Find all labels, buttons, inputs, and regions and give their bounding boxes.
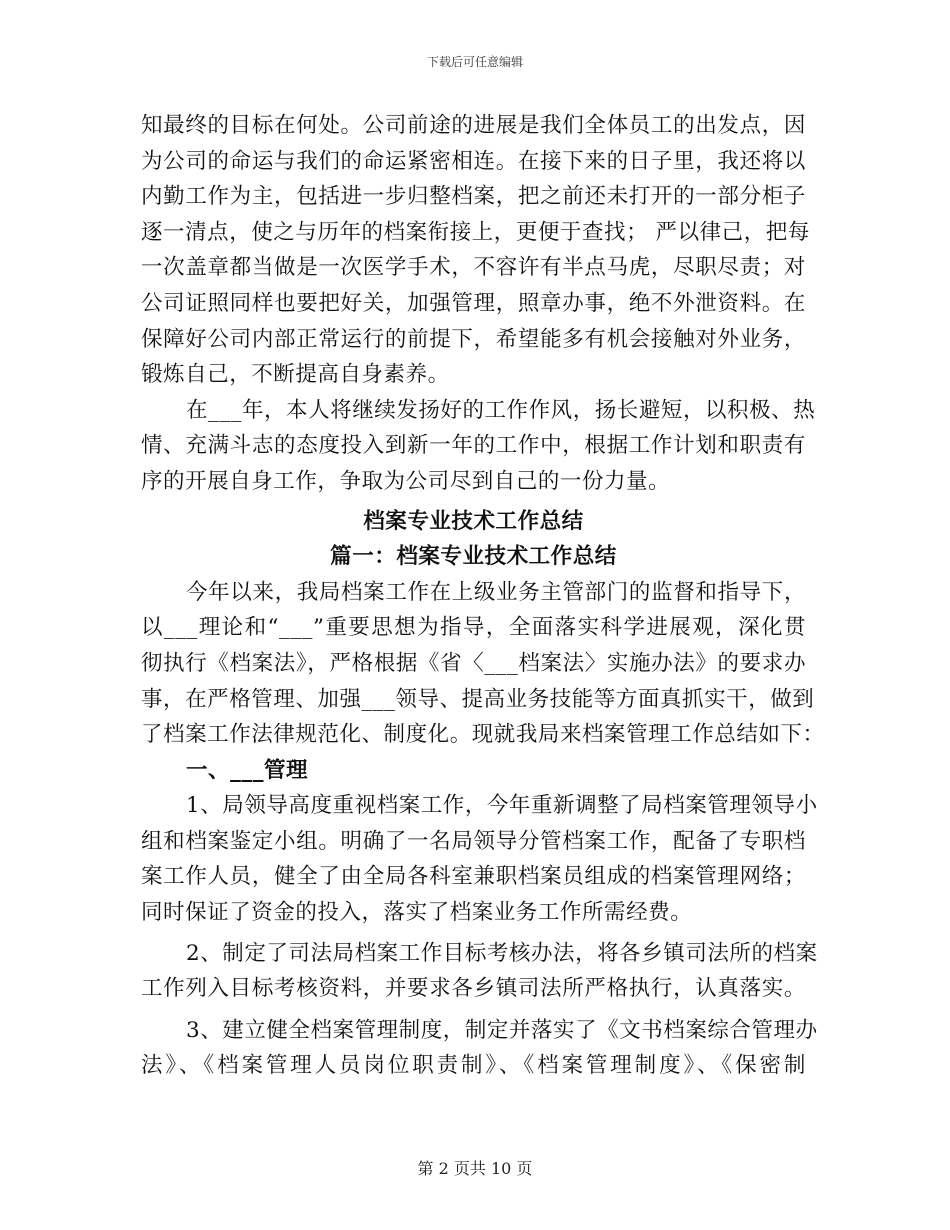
- text-line: 公司证照同样也要把好关，加强管理，照章办事，绝不外泄资料。在: [141, 290, 806, 316]
- text-line: 逐一清点，使之与历年的档案衔接上，更便于查找； 严以律己，把每: [141, 219, 810, 245]
- text-line: 以___理论和“___”重要思想为指导，全面落实科学进展观，深化贯: [141, 615, 806, 641]
- text-line: 事，在严格管理、加强___领导、提高业务技能等方面真抓实干，做到: [141, 686, 815, 712]
- page-header: 下载后可任意编辑: [426, 55, 523, 69]
- text-line: 组和档案鉴定小组。明确了一名局领导分管档案工作，配备了专职档: [141, 828, 806, 854]
- text-line: 内勤工作为主，包括进一步归整档案，把之前还未打开的一部分柜子: [141, 184, 806, 210]
- text-line: 工作列入目标考核资料，并要求各乡镇司法所严格执行，认真落实。: [141, 976, 806, 1002]
- text-line: 今年以来，我局档案工作在上级业务主管部门的监督和指导下，: [186, 579, 806, 605]
- text-line: 知最终的目标在何处。公司前途的进展是我们全体员工的出发点，因: [141, 113, 806, 138]
- text-line: 情、充满斗志的态度投入到新一年的工作中，根据工作计划和职责有: [141, 433, 806, 459]
- text-line: 2、制定了司法局档案工作目标考核办法，将各乡镇司法所的档案: [186, 940, 818, 966]
- text-line: 序的开展自身工作，争取为公司尽到自己的一份力量。: [141, 468, 671, 494]
- page-footer: 第 2 页共 10 页: [417, 1159, 533, 1178]
- text-line: 1、局领导高度重视档案工作，今年重新调整了局档案管理领导小: [186, 793, 818, 819]
- text-line: 同时保证了资金的投入，落实了档案业务工作所需经费。: [141, 900, 693, 926]
- document-body: [141, 108, 825, 1084]
- text-line: 3、建立健全档案管理制度，制定并落实了《文书档案综合管理办: [186, 1017, 818, 1043]
- document-title: 档案专业技术工作总结: [363, 508, 584, 534]
- text-line: 保障好公司内部正常运行的前提下，希望能多有机会接触对外业务，: [141, 326, 806, 352]
- text-line: 案工作人员，健全了由全局各科室兼职档案员组成的档案管理网络；: [141, 864, 806, 890]
- text-line: 为公司的命运与我们的命运紧密相连。在接下来的日子里，我还将以: [141, 148, 806, 174]
- text-line: 法》、《档案管理人员岗位职责制》、《档案管理制度》、《保密制: [141, 1053, 806, 1079]
- text-line: 在___年，本人将继续发扬好的工作作风，扬长避短，以积极、热: [186, 397, 816, 423]
- text-line: 了档案工作法律规范化、制度化。现就我局来档案管理工作总结如下：: [141, 722, 825, 748]
- document-subtitle: 篇一：档案专业技术工作总结: [330, 544, 617, 570]
- text-line: 锻炼自己，不断提高自身素养。: [141, 362, 450, 388]
- section-heading: 一、___管理: [186, 757, 309, 783]
- text-line: 一次盖章都当做是一次医学手术，不容许有半点马虎，尽职尽责；对: [141, 255, 806, 281]
- text-line: 彻执行《档案法》，严格根据《省〈___档案法〉实施办法》的要求办: [141, 650, 806, 676]
